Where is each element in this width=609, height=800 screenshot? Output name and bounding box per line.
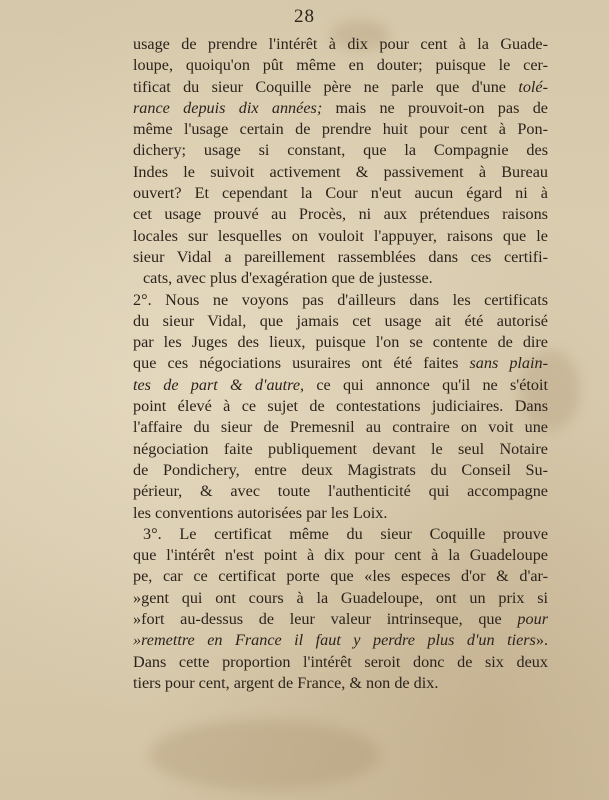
text-line (133, 630, 548, 651)
text-segment: dichery; usage si constant, que la Compagnie des (133, 141, 548, 160)
text-line (133, 77, 548, 98)
text-line (133, 439, 548, 460)
text-line (133, 503, 548, 524)
text-line (133, 396, 548, 417)
text-segment: de Pondichery, entre deux Magistrats du Conseil Su- (133, 460, 548, 479)
text-segment: négociation faite publiquement devant le seul Notaire (133, 439, 548, 458)
text-line (133, 119, 548, 140)
text-segment: l'affaire du sieur de Premesnil au contraire on voit une (133, 418, 548, 437)
text-line (133, 417, 548, 438)
text-segment: loupe, quoiqu'on pût même en douter; puisque le cer- (133, 56, 548, 75)
page-number: 28 (294, 6, 315, 27)
text-line (133, 332, 548, 353)
stain-bottom (150, 720, 380, 790)
text-line (133, 673, 548, 694)
text-line (133, 588, 548, 609)
text-line (133, 268, 548, 289)
text-line (133, 652, 548, 673)
text-segment: ». (535, 631, 548, 650)
text-line (133, 183, 548, 204)
text-line (133, 311, 548, 332)
text-segment: Dans cette proportion l'intérêt seroit donc de six deux (133, 652, 548, 671)
italic-text: sans plain- (469, 354, 548, 373)
text-segment: que l'intérêt n'est point à dix pour cent à la Guadeloupe (133, 546, 548, 565)
text-line (133, 290, 548, 311)
text-segment: ouvert? Et cependant la Cour n'eut aucun égard ni à (133, 184, 548, 203)
text-segment: usage de prendre l'intérêt à dix pour cent à la Guade- (133, 35, 548, 53)
text-segment: par les Juges des lieux, puisque l'on se contente de dire (133, 333, 548, 352)
text-line (133, 524, 548, 545)
text-segment: Indes le suivoit activement & passivement à Bureau (133, 162, 548, 181)
text-line (133, 162, 548, 183)
text-line (133, 375, 548, 396)
text-line (133, 460, 548, 481)
text-line (133, 545, 548, 566)
text-line (133, 204, 548, 225)
italic-text: rance depuis dix années; (133, 98, 323, 117)
text-segment: du sieur Vidal, que jamais cet usage ait été autorisé (133, 311, 548, 330)
text-line (133, 609, 548, 630)
text-segment: tiers pour cent, argent de France, & non de dix. (133, 673, 439, 692)
text-line (133, 247, 548, 268)
italic-text: tes de part & d'autre, (133, 375, 305, 394)
text-line (133, 353, 548, 374)
text-segment: périeur, & avec toute l'authenticité qui accompagne (133, 482, 548, 501)
text-segment: cats, avec plus d'exagération que de justesse. (143, 269, 433, 288)
text-segment: point élevé à ce sujet de contestations judiciaires. Dans (133, 397, 548, 416)
italic-text: »remettre en France il faut y perdre plus d'un tiers (133, 631, 536, 650)
text-segment: cet usage prouvé au Procès, ni aux prétendues raisons (133, 205, 548, 224)
text-segment: locales sur lesquelles on vouloit l'appuyer, raisons que le (133, 226, 548, 245)
text-line (133, 55, 548, 76)
text-segment: »fort au-dessus de leur valeur intrinseque, que (133, 610, 518, 629)
text-segment: les conventions autorisées par les Loix. (133, 503, 388, 522)
text-segment: mais ne prouvoit-on pas de (322, 98, 548, 117)
body-text (133, 34, 548, 694)
text-segment: 3°. Le certificat même du sieur Coquille prouve (143, 524, 548, 543)
text-line (133, 140, 548, 161)
text-line (133, 226, 548, 247)
text-segment: que ces négociations usuraires ont été faites (133, 354, 470, 373)
text-line (133, 34, 548, 55)
text-segment: tificat du sieur Coquille père ne parle que d'une (133, 77, 519, 96)
text-segment: »gent qui ont cours à la Guadeloupe, ont un prix si (133, 588, 548, 607)
text-segment: 2°. Nous ne voyons pas d'ailleurs dans les certificats (133, 290, 548, 309)
italic-text: tolé- (518, 77, 548, 96)
text-segment: même l'usage certain de prendre huit pour cent à Pon- (133, 120, 548, 139)
italic-text: pour (517, 610, 548, 629)
text-segment: sieur Vidal a pareillement rassemblées dans ces certifi- (133, 247, 548, 266)
text-line (133, 98, 548, 119)
text-line (133, 566, 548, 587)
text-segment: ce qui annonce qu'il ne s'étoit (304, 375, 548, 394)
text-line (133, 481, 548, 502)
text-segment: pe, car ce certificat porte que «les especes d'or & d'ar- (133, 567, 548, 586)
